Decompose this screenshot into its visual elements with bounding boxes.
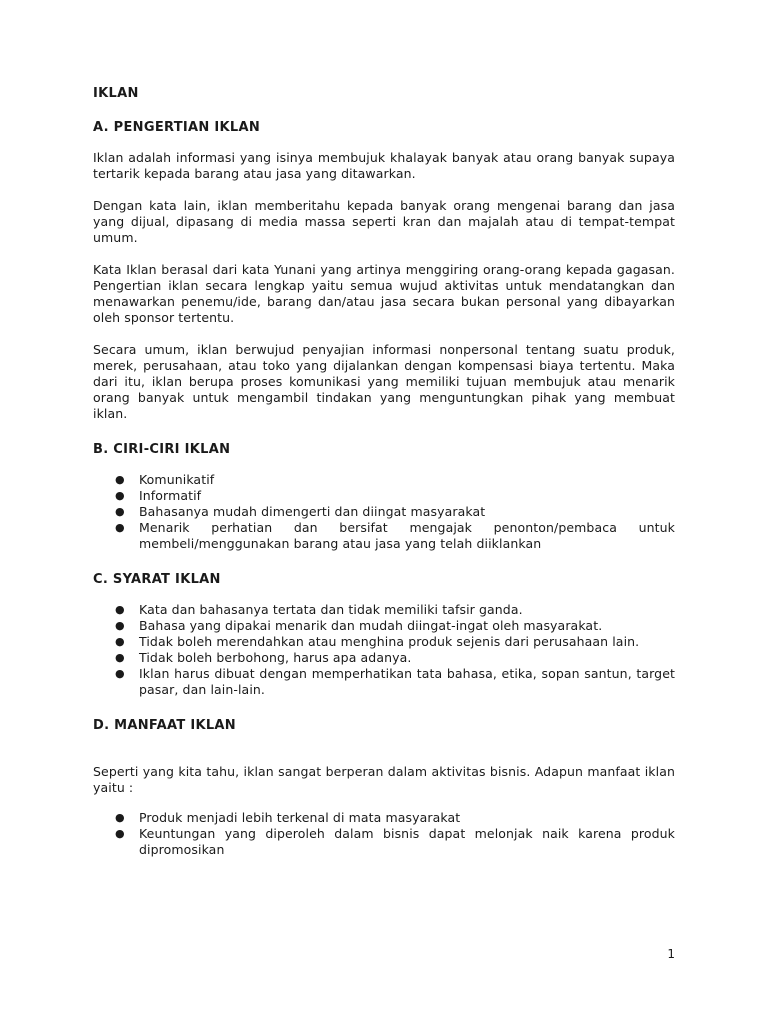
bullet-icon: ● (115, 505, 125, 518)
list-item-text: Tidak boleh berbohong, harus apa adanya. (139, 650, 412, 665)
list-item-text: Produk menjadi lebih terkenal di mata masyarakat (139, 810, 461, 825)
bullet-icon: ● (115, 811, 125, 824)
bullet-list (93, 602, 675, 698)
list-item (93, 810, 675, 826)
paragraph: Dengan kata lain, iklan memberitahu kepada banyak orang mengenai barang dan jasa yang dijual, dipasang di media massa seperti kran dan majalah atau di tempat-tempat umum. (93, 198, 675, 245)
bullet-icon: ● (115, 521, 125, 534)
bullet-icon: ● (115, 651, 125, 664)
list-item-text: Iklan harus dibuat dengan memperhatikan tata bahasa, etika, sopan santun, target pasar, dan lain-lain. (139, 666, 675, 697)
list-item (93, 602, 675, 618)
list-item-text: Komunikatif (139, 472, 215, 487)
list-item (93, 472, 675, 488)
list-item (93, 504, 675, 520)
bullet-list (93, 472, 675, 552)
list-item-text: Bahasanya mudah dimengerti dan diingat masyarakat (139, 504, 486, 519)
bullet-list (93, 810, 675, 858)
bullet-icon: ● (115, 619, 125, 632)
section-heading-b: B. CIRI-CIRI IKLAN (93, 442, 231, 457)
section-pengertian-iklan (93, 120, 675, 422)
bullet-icon: ● (115, 667, 125, 680)
document-page (93, 86, 675, 878)
list-item (93, 488, 675, 504)
bullet-icon: ● (115, 473, 125, 486)
list-item (93, 634, 675, 650)
section-manfaat-iklan (93, 718, 675, 858)
section-heading-a: A. PENGERTIAN IKLAN (93, 120, 261, 135)
list-item-text: Keuntungan yang diperoleh dalam bisnis dapat melonjak naik karena produk dipromosikan (139, 826, 675, 857)
bullet-icon: ● (115, 827, 125, 840)
document-title: IKLAN (93, 86, 139, 101)
paragraph: Kata Iklan berasal dari kata Yunani yang artinya menggiring orang-orang kepada gagasan. Pengertian iklan secara lengkap yaitu semua wujud aktivitas untuk mendatangkan dan menawarkan penemu/ide, barang dan/atau jasa secara bukan personal yang dibayarkan oleh sponsor tertentu. (93, 262, 675, 325)
list-item (93, 650, 675, 666)
paragraph: Seperti yang kita tahu, iklan sangat berperan dalam aktivitas bisnis. Adapun manfaat iklan yaitu : (93, 764, 675, 795)
section-heading-c: C. SYARAT IKLAN (93, 572, 221, 587)
list-item-text: Tidak boleh merendahkan atau menghina produk sejenis dari perusahaan lain. (139, 634, 640, 649)
section-heading-d: D. MANFAAT IKLAN (93, 718, 236, 733)
paragraph: Secara umum, iklan berwujud penyajian informasi nonpersonal tentang suatu produk, merek, perusahaan, atau toko yang dijalankan dengan kompensasi biaya tertentu. Maka dari itu, iklan berupa proses komunikasi yang memiliki tujuan membujuk atau menarik orang banyak untuk mengambil tindakan yang menguntungkan pihak yang membuat iklan. (93, 342, 675, 421)
list-item-text: Kata dan bahasanya tertata dan tidak memiliki tafsir ganda. (139, 602, 523, 617)
section-syarat-iklan (93, 572, 675, 698)
paragraph: Iklan adalah informasi yang isinya membujuk khalayak banyak atau orang banyak supaya tertarik kepada barang atau jasa yang ditawarkan. (93, 150, 675, 181)
section-ciri-ciri-iklan (93, 442, 675, 552)
page-number: 1 (667, 947, 675, 961)
list-item (93, 666, 675, 698)
bullet-icon: ● (115, 635, 125, 648)
list-item-text: Bahasa yang dipakai menarik dan mudah diingat-ingat oleh masyarakat. (139, 618, 603, 633)
bullet-icon: ● (115, 603, 125, 616)
list-item-text: Menarik perhatian dan bersifat mengajak penonton/pembaca untuk membeli/menggunakan barang atau jasa yang telah diiklankan (139, 520, 675, 551)
list-item (93, 520, 675, 552)
list-item-text: Informatif (139, 488, 202, 503)
list-item (93, 826, 675, 858)
list-item (93, 618, 675, 634)
bullet-icon: ● (115, 489, 125, 502)
